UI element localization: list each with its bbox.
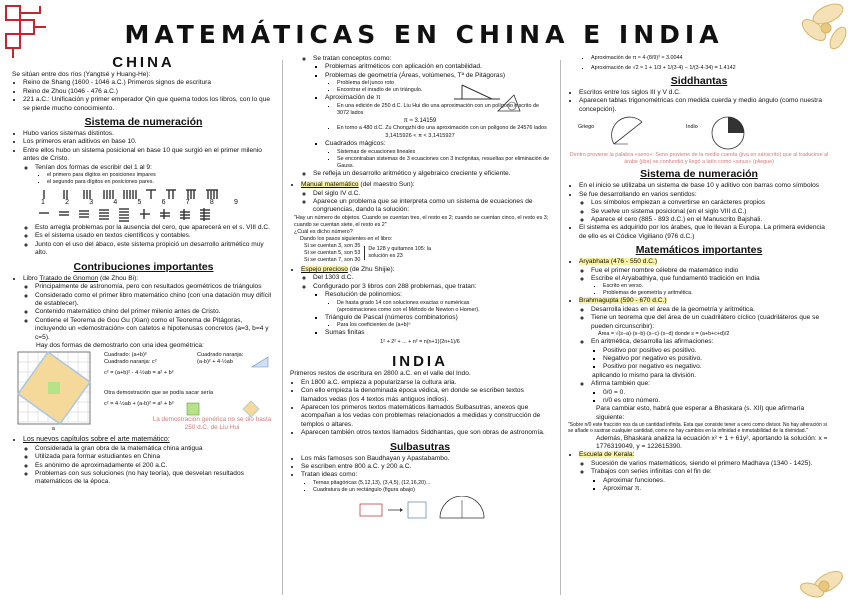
list-item: ▪ Triángulo de Pascal (números combinatorios): [325, 314, 550, 322]
rod-numerals: [38, 188, 275, 222]
chord-figure-indian: [708, 114, 748, 152]
list-item: ▪ Negativo por negativo es positivo.: [603, 355, 830, 363]
list-item: • Reino de Shang (1600 - 1046 a.C.) Primeros signos de escritura: [23, 79, 275, 87]
book-title: Tratado de Gnomon: [39, 274, 99, 282]
list-item: ▪ Escrito en verso.: [603, 283, 830, 290]
mathematician-name: Brahmagupta (590 - 670 d.C.): [579, 297, 667, 305]
label-naranja-2: Cuadrado naranja:: [197, 352, 244, 359]
label-cuadrado-naranja: Cuadrado naranja: c²: [104, 359, 157, 366]
list-item: [301, 266, 550, 274]
chord-figure-greek: [608, 114, 648, 150]
list-item: • Tratan ideas como:: [301, 471, 550, 479]
mathematician-name: Aryabhata (476 - 550 d.C.): [579, 258, 658, 266]
list-item: ▪ Cuadratura de un rectángulo (figura abajo): [313, 487, 550, 494]
column-india: [568, 55, 830, 493]
note-seno: Dentro proviene la palabra «seno»: Seno proviene de la medio cuerda (jiva en sánscrito) que al traducirse al árabe (jiba) se confundió y llegó a latín como «sinus» (pliegue): [569, 152, 829, 165]
rod-digit: 6: [161, 199, 166, 207]
list-item: • Los primeros eran aditivos en base 10.: [23, 138, 275, 146]
list-item: ◦ Fue el primer nombre célebre de matemático indio: [591, 267, 830, 275]
triangle-icon: [250, 356, 270, 368]
list-item: ▪ Aproximación de π: [325, 94, 550, 102]
book-author: (de Zhu Shijie):: [349, 265, 395, 273]
rod-digit: 3: [89, 199, 94, 207]
list-item: ◦ Aparece un problema que se interpreta como un sistema de ecuaciones de congruencias, dando la solución:: [313, 198, 550, 215]
list-item: ▪ Sistemas de ecuaciones lineales: [337, 149, 550, 156]
list-item: (aproximaciones como con el Método de Newton o Horner).: [337, 306, 480, 313]
label-indio: Indio: [686, 124, 698, 131]
list-item: ◦ Los símbolos empiezan a convertirse en carácteres propios: [591, 199, 830, 207]
list-item: ▪ Cuadrados mágicos:: [325, 140, 550, 148]
list-item: ◦ Es el sistema usado en textos científicos y contables.: [35, 232, 275, 240]
book-title: Espejo precioso: [301, 265, 348, 273]
book-author: (de Zhou Bi):: [100, 274, 139, 282]
section-heading: Matemáticos importantes: [635, 244, 763, 257]
list-item: ▪ Problemas aritméticos con aplicación en contabilidad.: [325, 63, 550, 71]
list-item: ◦ Se vuelve un sistema posicional (en el siglo VIII d.C.): [591, 208, 830, 216]
list-item: • Reino de Zhou (1046 - 476 a.C.): [23, 88, 275, 96]
list-item: [35, 445, 275, 453]
list-item: ◦ Es anónimo de aproximadamente el 200 a.C.: [35, 462, 275, 470]
list-item: • Los más famosos son Baudhayan y Apastabambo.: [301, 455, 550, 463]
square-icon: [186, 402, 200, 416]
list-item: • Con ello empieza la denominada época védica, en donde se escriben textos llamados vedas (los 4 textos más antiguos indios).: [301, 387, 550, 404]
rod-digit: 5: [137, 199, 142, 207]
list-item: ▪ Aproximar funciones.: [603, 477, 830, 485]
libro-label: Libro: [23, 274, 38, 282]
brahmagupta-formula: Área = √(s−a)·(s−b)·(s−c)·(s−d) donde s = (a+b+c+d)/2: [598, 331, 730, 338]
rod-digit: 4: [113, 199, 118, 207]
list-item: • Se escriben entre 800 a.C. y 200 a.C.: [301, 463, 550, 471]
list-item: • Se fue desarrollando en varios sentidos:: [579, 191, 830, 199]
column-divider: [560, 60, 561, 595]
sum-formula: 1² + 2² + ... + n² = n(n+1)(2n+1)/6: [380, 339, 460, 346]
list-item: ▪ Aproximar π.: [603, 485, 830, 493]
rod-digit: 2: [65, 199, 70, 207]
sun-quote: "Hay un número de objetos. Cuando se cuentan tres, el resto es 2; cuando se cuentan cinco, el resto es 3; cuando se cuentan siete, el resto es 2": [294, 214, 549, 228]
label-griego: Griego: [578, 124, 595, 131]
label-formula: (a-b)² + 4·½ab: [197, 359, 233, 366]
list-item: ◦ Esto arregla problemas por la ausencia del cero, que aparecerá en el s. VIII d.C.: [35, 224, 275, 232]
list-item: ◦ Trabajos con series infinitas con el fin de:: [591, 468, 830, 476]
congruence-row: Si se cuentan 5, son 53: [304, 249, 361, 256]
congruence-block: [290, 243, 550, 264]
list-item: Hay dos formas de demostrarlo con una idea geométrica:: [36, 341, 204, 349]
list-item: • En 1800 a.C. empieza a popularizarse la cultura aria.: [301, 379, 550, 387]
list-item: • Entre ellos hubo un sistema posicional en base 10 que surgió en el primer milenio antes de Cristo.: [23, 147, 275, 164]
list-item: • 221 a.C.: Unificación y primer emperador Qin que quema todos los libros, con lo que se pierde mucho conocimiento.: [23, 96, 275, 113]
pi-value-2: 3,1415926 < π < 3,1415927: [385, 133, 455, 140]
pi-value-1: π ≈ 3.14159: [403, 117, 437, 124]
division-note: aplicando lo mismo para la división.: [592, 371, 697, 379]
list-item: [301, 181, 550, 189]
label-otra-demo: Otra demostración que se podía sacar sería: [104, 390, 214, 397]
broken-reed-figure: [452, 79, 502, 101]
list-item: ▪ Problemas de geometría y aritmética.: [603, 290, 830, 297]
congruence-list: [304, 243, 360, 264]
china-heading: CHINA: [112, 54, 175, 71]
section-heading: Contribuciones importantes: [73, 260, 214, 273]
list-item: ◦ Contenido matemático chino del primer milenio antes de Cristo.: [35, 308, 275, 316]
list-item: ▪ 0/0 = 0.: [603, 389, 830, 397]
list-item: ▪ Encontrar el inradio de un triángulo.: [337, 87, 550, 94]
list-item: ◦ Tiene un teorema que del área de un cuadrilátero cíclico (cuadriláteros que se pueden circunscribir):: [591, 314, 830, 331]
list-item: ▪ el segundo para dígitos en posiciones pares.: [47, 179, 275, 186]
list-item: ◦ Del siglo IV d.C.: [313, 190, 550, 198]
china-intro: Se sitúan entre dos ríos (Yangtsé y Huang-He):: [12, 71, 151, 78]
list-item: [579, 297, 830, 305]
list-item: ◦ Junto con el uso del ábaco, este sistema propició un desarrollo aritmético muy alto.: [35, 241, 275, 258]
list-item: ▪ Para los coeficientes de (a+b)ⁿ: [337, 322, 550, 329]
list-item: ▪ De hasta grado 14 con soluciones exactas o numéricas: [337, 300, 550, 307]
list-item: ▪ n/0 es otro número.: [603, 397, 830, 405]
list-item: • Los nuevos capítulos sobre el arte matemático:: [23, 436, 275, 444]
rod-digit: 9: [234, 199, 238, 207]
list-item: ▪ En una edición de 250 d.C. Liu Hui dio una aproximación con un polígono inscrito de 3072 lados: [337, 103, 550, 117]
list-item: ▪ Aproximación de √2 ≈ 1 + 1/3 + 1/(3·4) − 1/(3·4·34) = 1.4142: [591, 65, 830, 72]
item-text: Considerada la gran obra de la matemática china antigua: [35, 444, 203, 452]
list-item: ◦ Principalmente de astronomía, pero con resultados geométricos de triángulos: [35, 283, 275, 291]
india-heading: INDIA: [392, 353, 448, 371]
section-heading: Sulbasutras: [389, 440, 451, 453]
congruence-solution: De 128 y quitamos 105: la solución es 23: [364, 246, 438, 260]
list-item: ◦ Contiene el Teorema de Gou Gu (Xian) como el Teorema de Pitágoras, incluyendo un «demostración» con catetos e hipotenusas concretos (a=3, b=4 y c=5).: [35, 317, 275, 342]
list-item: ▪ Sumas finitas: [325, 329, 550, 337]
list-item: [579, 451, 830, 459]
gou-gu-figure: [16, 350, 96, 432]
list-item: ▪ Resolución de polinomios:: [325, 291, 550, 299]
rod-digit: 7: [185, 199, 190, 207]
list-item: • Aparecen los primeros textos matemáticos llamados Sulbasutras, anexos que acompañan a los vedas con problemas relacionados a medidas y construcción de templos o altares.: [301, 404, 550, 429]
pythagoras-diagram: [12, 350, 275, 434]
list-item: ◦ Desarrolla ideas en el área de la geometría y aritmética.: [591, 306, 830, 314]
list-item: ◦ Escribe el Aryabathiya, que fundamentó tradición en India: [591, 275, 830, 283]
list-item: ◦ Se tratan conceptos como:: [313, 55, 550, 63]
list-item: ▪ Se encontraban sistemas de 3 ecuaciones con 3 incógnitas, resueltas por eliminación de Gauss.: [337, 156, 550, 170]
gold-flower-decoration-icon: [788, 542, 848, 600]
inradius-triangle-figure: [496, 93, 522, 113]
book-author: (del maestro Sun):: [360, 181, 415, 189]
list-item: ◦ Tenían dos formas de escribir del 1 al 9:: [35, 164, 275, 172]
congruence-row: Si se cuentan 7, son 30: [304, 256, 361, 263]
list-item: • El sistema es adquirido por los árabes, que lo llevan a Europa. La primera evidencia de ello es el Códice Vigiliano (976 d.C.): [579, 224, 830, 241]
section-heading: Sistema de numeración: [640, 168, 758, 181]
note-liu-hui: La demostración genérica no se dio hasta 250 d.C. de Liu Hui: [152, 416, 272, 432]
column-divider: [282, 60, 283, 595]
bhaskara-equation: Además, Bhaskara analiza la ecuación x² + 1 + 61y², aportando la solución: x = 1776319049, y = 122615390.: [596, 434, 828, 450]
column-china: [12, 55, 275, 487]
list-item: • En el inicio se utilizaba un sistema de base 10 y aditivo con barras como símbolos: [579, 182, 830, 190]
list-item: ◦ Configurado por 3 libros con 288 problemas, que tratan:: [313, 283, 550, 291]
bhaskara-intro: Para cambiar esto, habrá que esperar a Bhaskara (s. XII) que afirmaría siguiente:: [596, 405, 805, 421]
list-item: ▪ Ternas pitagóricas (5,12,13), (3,4,5), (12,16,20)...: [313, 480, 550, 487]
congruence-row: Si se cuentan 3, son 35: [304, 242, 361, 249]
list-item: ▪ Positivo por negativo es negativo.: [603, 363, 830, 371]
rod-digit: 8: [209, 199, 214, 207]
list-item: ◦ Considerado como el primer libro matemático chino (con una datación muy difícil de establecer).: [35, 292, 275, 309]
diagram-alt: [197, 352, 243, 366]
page-title: MATEMÁTICAS EN CHINA E INDIA: [124, 20, 724, 49]
sun-question: ¿Cuál es dicho número?: [294, 228, 353, 235]
section-heading: Sistema de numeración: [84, 116, 203, 129]
rod-digit-labels: [38, 199, 238, 207]
list-item: ◦ Sucesión de varios matemáticos, siendo el primero Madhava (1340 - 1425).: [591, 460, 830, 468]
list-item: ◦ Utilizada para formar estudiantes en China: [35, 453, 275, 461]
list-item: ◦ Afirma también que:: [591, 380, 830, 388]
bhaskara-quote: "Sobre n/0 este fracción nos da un cantidad infinita. Esta que consiste tener a cero como divisor. No hay alteración si se añade o sustrae cualquier cantidad, como no hay cambios en la infinidad e inmutabilidad de la divinidad.": [568, 422, 827, 435]
india-intro: Primeros restos de escritura en 2800 a.C. en el valle del Indo.: [290, 370, 471, 378]
label-cuadrado: Cuadrado: (a+b)²: [104, 352, 147, 359]
equation-1: c² = (a+b)² - 4·½ab = a² + b²: [104, 370, 174, 377]
list-item: ◦ En aritmética, desarrolla las afirmaciones:: [591, 338, 830, 346]
list-item: ▪ Problema del junco roto: [337, 80, 550, 87]
column-middle: [290, 55, 550, 525]
list-item: • Escritos entre los siglos III y V d.C.: [579, 89, 830, 97]
chord-diagram: [568, 114, 830, 152]
section-heading: Siddhantas: [670, 75, 728, 87]
list-item: ◦ Del 1303 d.C.: [313, 274, 550, 282]
list-item: ▪ Problemas de geometría (Áreas, volúmenes, Tª de Pitágoras): [325, 72, 550, 80]
list-item: ▪ Aproximación de π ≈ 4·(8/9)² ≈ 3.0044: [591, 55, 830, 62]
list-item: • Hubo varios sistemas distintos.: [23, 130, 275, 138]
side-label-a: a: [52, 426, 55, 433]
rectangle-quadrature-figure: [290, 496, 530, 522]
diagram-equations: [104, 352, 174, 377]
rod-digit: 1: [41, 199, 45, 207]
list-item: ▪ En torno a 480 d.C. Zu Chongzhi dio una aproximación con un polígono de 24576 lados: [337, 125, 550, 132]
list-item: ◦ Aparece el cero (885 - 893 d.C.) en el Manuscrito Bajshali.: [591, 216, 830, 224]
list-item: [579, 258, 830, 266]
book-title: Manual matemático: [301, 181, 359, 189]
sun-steps-label: Dando los pasos siguientes en el libro:: [300, 235, 393, 242]
list-item: [23, 275, 275, 283]
list-item: ▪ Positivo por positivo es positivo.: [603, 347, 830, 355]
list-item: ▪ el primero para dígitos en posiciones impares: [47, 172, 275, 179]
list-item: ◦ Problemas con sus soluciones (no hay teoría), que desvelan resultados matemáticos de la época.: [35, 470, 275, 487]
list-item: • Aparecen también otros textos llamados Siddhantas, que son obras de astronomía.: [301, 429, 550, 437]
list-item: ◦ Se refleja un desarrollo aritmético y algebraico creciente y eficiente.: [313, 170, 550, 178]
list-item: • Aparecen tablas trigonométricas con medida cuerda y medio ángulo (como nuestra concepción).: [579, 97, 830, 114]
school-name: Escuela de Kerala:: [579, 451, 635, 459]
equation-2: c² = 4·½ab + (a-b)² = a² + b²: [104, 401, 174, 408]
